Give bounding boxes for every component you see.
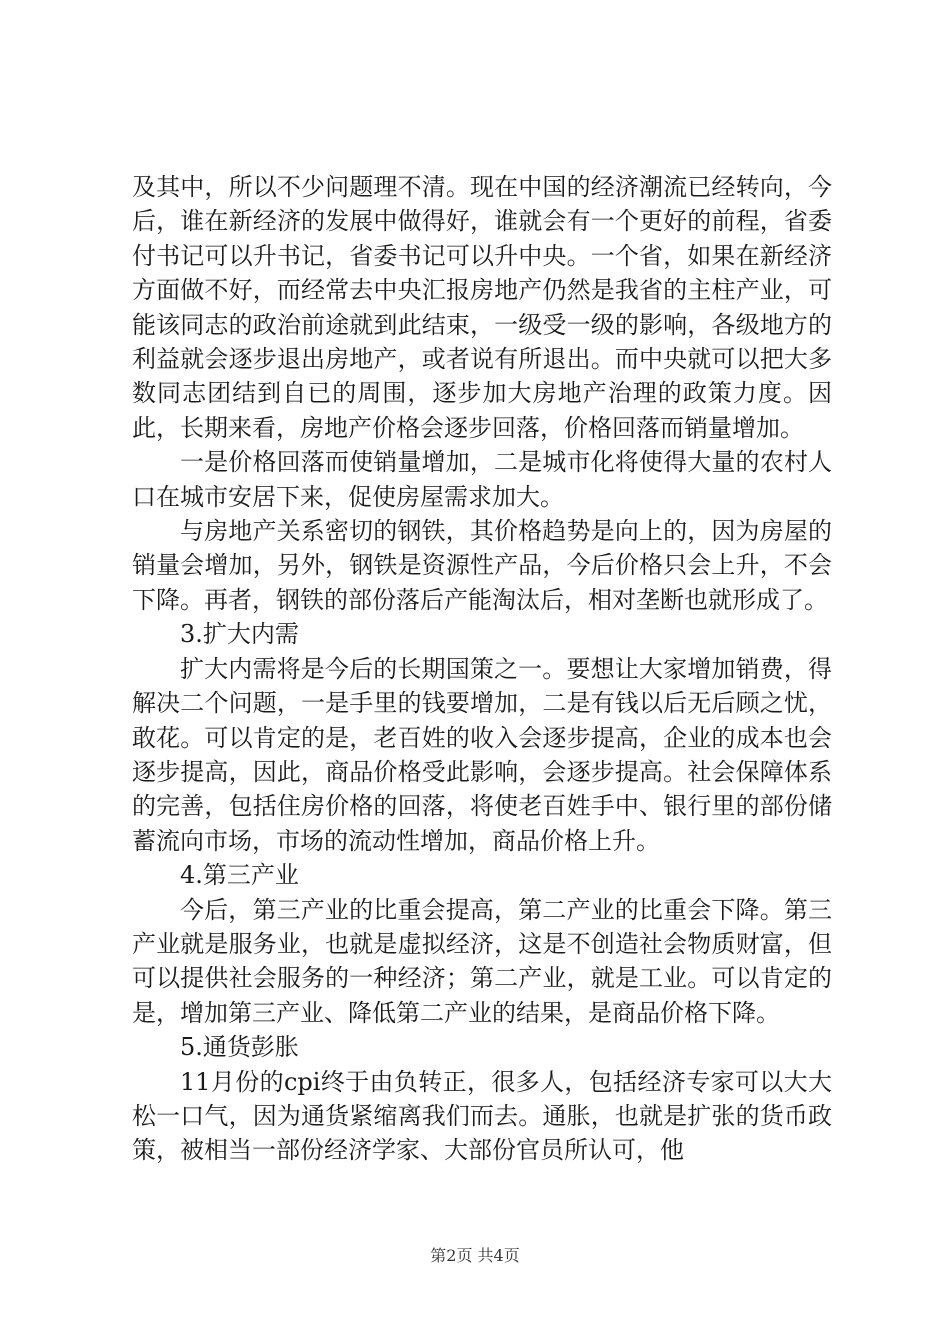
section-heading: 4.第三产业 [180,861,299,890]
document-body [132,170,832,1168]
body-paragraph: 与房地产关系密切的钢铁，其价格趋势是向上的，因为房屋的销量会增加，另外，钢铁是资源性产品，今后价格只会上升，不会下降。再者，钢铁的部份落后产能淘汰后，相对垄断也就形成了。 [132,517,832,614]
section-heading: 5.通货彭胀 [180,1033,299,1062]
page-footer [0,1243,950,1266]
body-paragraph: 及其中，所以不少问题理不清。现在中国的经济潮流已经转向，今后，谁在新经济的发展中做得好，谁就会有一个更好的前程，省委付书记可以升书记，省委书记可以升中央。一个省，如果在新经济方面做不好，而经常去中央汇报房地产仍然是我省的主柱产业，可能该同志的政治前途就到此结束，一级受一级的影响，各级地方的利益就会逐步退出房地产，或者说有所退出。而中央就可以把大多数同志团结到自已的周围，逐步加大房地产治理的政策力度。因此，长期来看，房地产价格会逐步回落，价格回落而销量增加。 [132,173,832,442]
page-number-label: 第2页 共4页 [430,1246,520,1265]
body-paragraph: 一是价格回落而使销量增加，二是城市化将使得大量的农村人口在城市安居下来，促使房屋需求加大。 [132,448,832,511]
body-paragraph: 11月份的cpi终于由负转正，很多人，包括经济专家可以大大松一口气，因为通货紧缩离我们而去。通胀，也就是扩张的货币政策，被相当一部份经济学家、大部份官员所认可，他 [132,1067,832,1165]
body-paragraph: 扩大内需将是今后的长期国策之一。要想让大家增加销费，得解决二个问题，一是手里的钱要增加，二是有钱以后无后顾之忧，敢花。可以肯定的是，老百姓的收入会逐步提高，企业的成本也会逐步提高，因此，商品价格受此影响，会逐步提高。社会保障体系的完善，包括住房价格的回落，将使老百姓手中、银行里的部份储蓄流向市场，市场的流动性增加，商品价格上升。 [132,654,832,855]
body-paragraph: 今后，第三产业的比重会提高，第二产业的比重会下降。第三产业就是服务业，也就是虚拟经济，这是不创造社会物质财富，但可以提供社会服务的一种经济；第二产业，就是工业。可以肯定的是，增加第三产业、降低第二产业的结果，是商品价格下降。 [132,895,832,1027]
section-heading: 3.扩大内需 [180,620,299,649]
